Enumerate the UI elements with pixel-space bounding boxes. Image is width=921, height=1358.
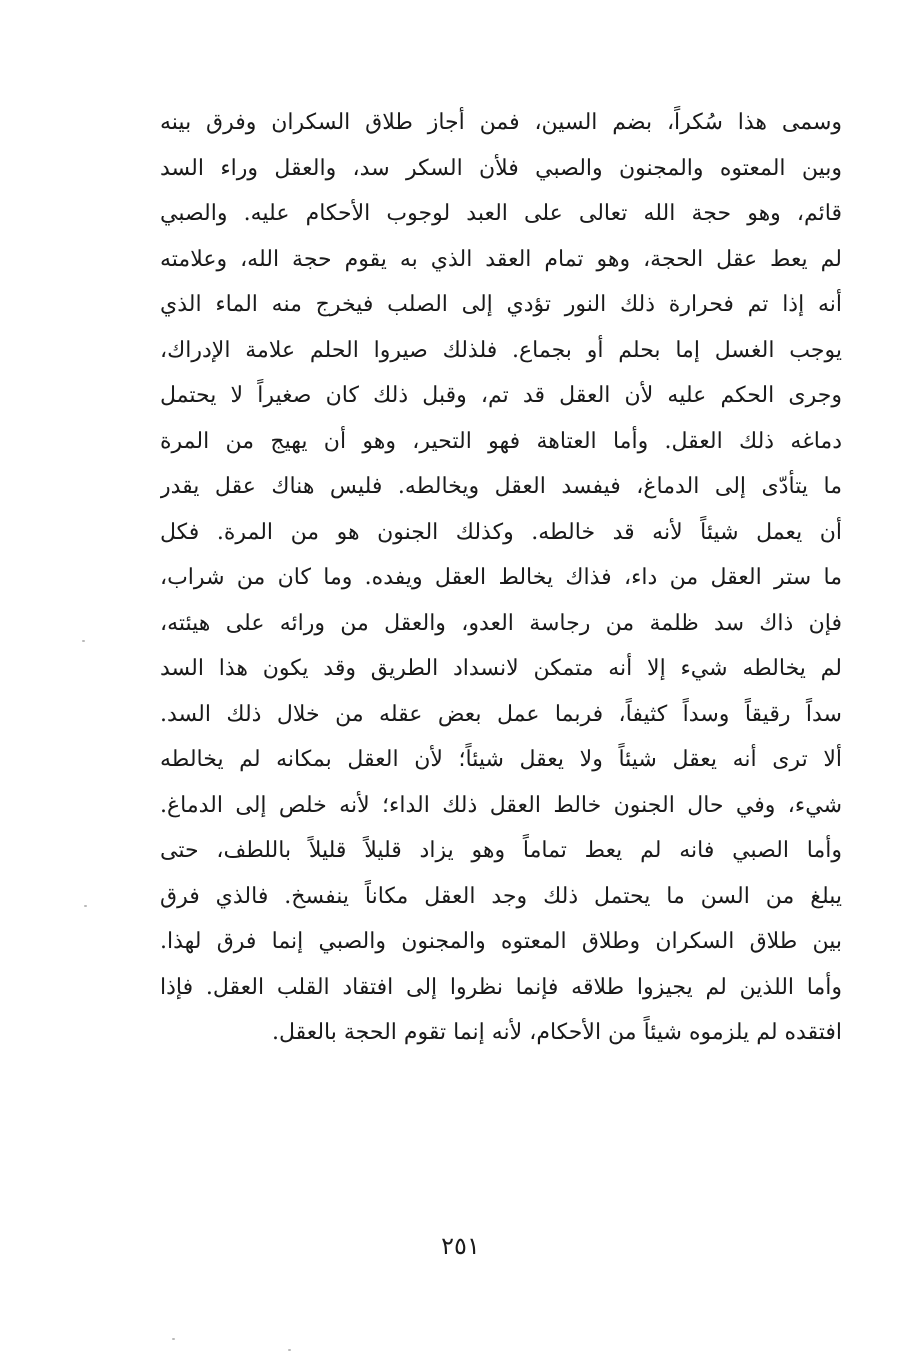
text-line: بين طلاق السكران وطلاق المعتوه والمجنون والصبي إنما فرق لهذا.	[160, 929, 842, 954]
text-line: وأما الصبي فانه لم يعط تماماً وهو يزاد قليلاً قليلاً باللطف، حتى	[160, 838, 842, 863]
text-line: لم يعط عقل الحجة، وهو تمام العقد الذي به يقوم حجة الله، وعلامته	[160, 246, 842, 272]
text-line: أن يعمل شيئاً لأنه قد خالطه. وكذلك الجنون هو من المرة. فكل	[160, 519, 842, 545]
text-line: وأما اللذين لم يجيزوا طلاقه فإنما نظروا إلى افتقاد القلب العقل. فإذا	[160, 974, 842, 1000]
text-line: قائم، وهو حجة الله تعالى على العبد لوجوب الأحكام عليه. والصبي	[160, 201, 842, 226]
text-line: أنه إذا تم فحرارة ذلك النور تؤدي إلى الصلب فيخرج منه الماء الذي	[160, 292, 842, 317]
text-line: وسمى هذا سُكراً، بضم السين، فمن أجاز طلاق السكران وفرق بينه	[160, 110, 842, 135]
text-line: يبلغ من السن ما يحتمل ذلك وجد العقل مكاناً ينفسخ. فالذي فرق	[160, 883, 842, 909]
text-line: شيء، وفي حال الجنون خالط العقل ذلك الداء؛ لأنه خلص إلى الدماغ.	[160, 792, 842, 818]
text-line: لم يخالطه شيء إلا أنه متمكن لانسداد الطريق وقد يكون هذا السد	[160, 656, 842, 681]
text-line: سداً رقيقاً وسداً كثيفاً، فربما عمل بعض عقله من خلال ذلك السد.	[160, 701, 842, 727]
text-line: افتقده لم يلزموه شيئاً من الأحكام، لأنه إنما تقوم الحجة بالعقل.	[271, 1020, 842, 1045]
text-line: وبين المعتوه والمجنون والصبي فلأن السكر سد، والعقل وراء السد	[160, 155, 842, 181]
page-number: ٢٥١	[441, 1232, 480, 1260]
scan-speck	[82, 640, 85, 642]
text-line: وجرى الحكم عليه لأن العقل قد تم، وقبل ذلك كان صغيراً لا يحتمل	[160, 383, 842, 408]
text-line: ما يتأدّى إلى الدماغ، فيفسد العقل ويخالطه. فليس هناك عقل يقدر	[160, 474, 842, 499]
text-line: ألا ترى أنه يعقل شيئاً ولا يعقل شيئاً؛ لأن العقل بمكانه لم يخالطه	[160, 747, 842, 772]
text-line: ما ستر العقل من داء، فذاك يخالط العقل ويفده. وما كان من شراب،	[160, 565, 842, 590]
scan-speck	[84, 905, 87, 907]
body-text	[160, 100, 842, 1056]
scan-speck	[172, 1338, 175, 1340]
text-line: يوجب الغسل إما بحلم أو بجماع. فلذلك صيروا الحلم علامة الإدراك،	[160, 337, 842, 363]
text-line: فإن ذاك سد ظلمة من رجاسة العدو، والعقل من ورائه على هيئته،	[160, 610, 842, 636]
scan-speck	[288, 1349, 291, 1351]
text-line: دماغه ذلك العقل. وأما العتاهة فهو التحير، وهو أن يهيج من المرة	[160, 428, 842, 454]
